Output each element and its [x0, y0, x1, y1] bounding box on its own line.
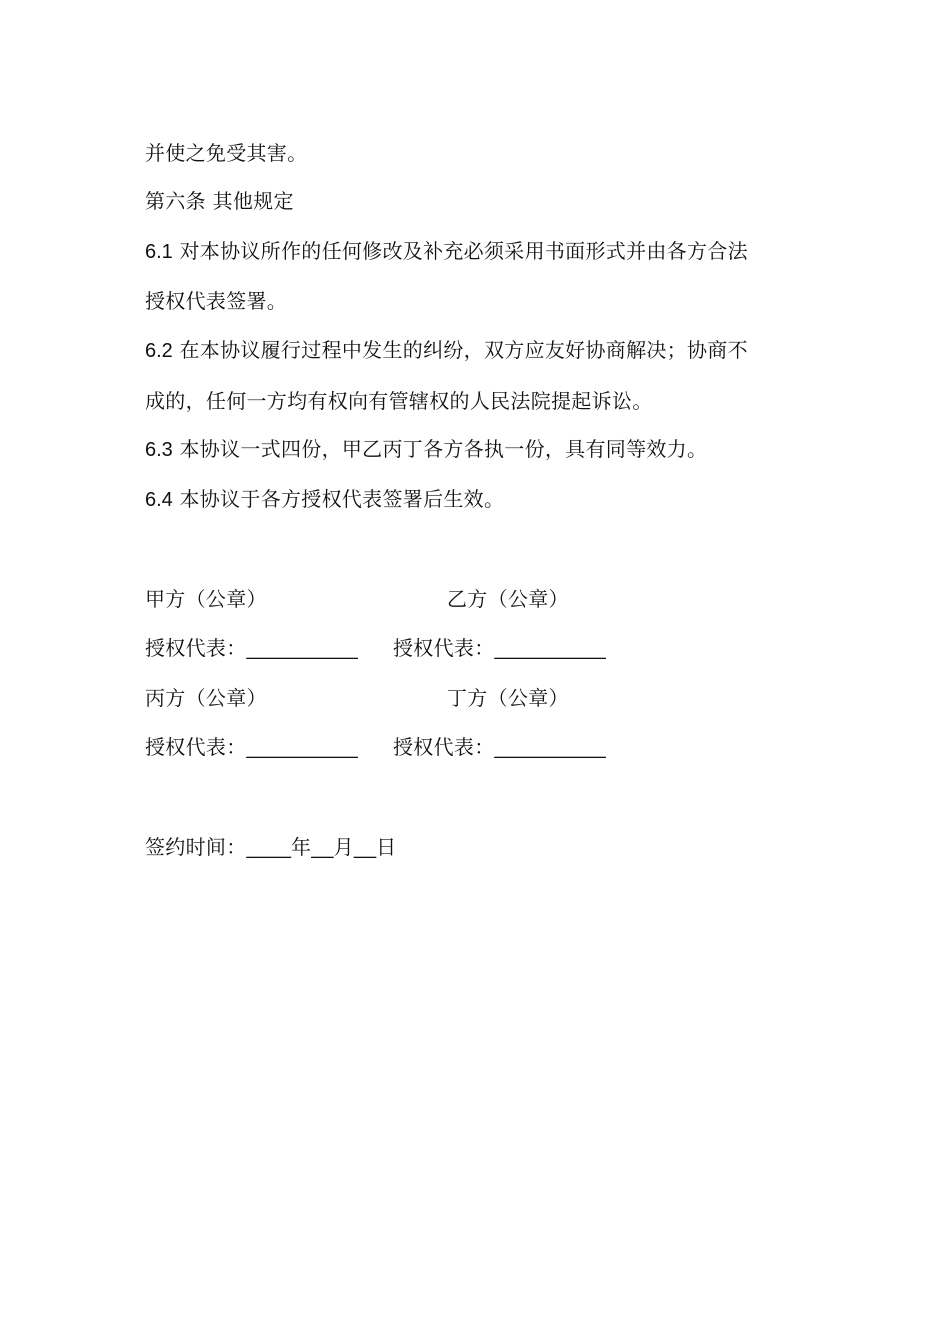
signature-blank: __________: [246, 737, 358, 759]
party-d-seal-label: 丁方（公章）: [447, 686, 569, 710]
clause-6-2-continued: 成的，任何一方均有权向有管辖权的人民法院提起诉讼。: [145, 389, 653, 413]
party-d-representative: [393, 735, 606, 760]
clause-text: 对本协议所作的任何修改及补充必须采用书面形式并由各方合法: [179, 239, 748, 263]
representative-label: 授权代表：: [145, 636, 247, 660]
clause-text: 在本协议履行过程中发生的纠纷，双方应友好协商解决；协商不: [179, 338, 748, 362]
party-a-seal-label: 甲方（公章）: [145, 587, 267, 611]
day-blank: __: [353, 837, 377, 859]
party-b-seal-label: 乙方（公章）: [447, 587, 569, 611]
date-label: 签约时间：: [145, 835, 247, 859]
representative-label: 授权代表：: [393, 735, 495, 759]
clause-number: 6.3: [145, 439, 173, 461]
clause-text: 本协议于各方授权代表签署后生效。: [179, 487, 505, 511]
party-c-representative: [145, 735, 358, 760]
day-label: 日: [376, 835, 397, 859]
year-label: 年: [291, 835, 312, 859]
signature-blank: __________: [494, 638, 606, 660]
clause-6-1-continued: 授权代表签署。: [145, 289, 288, 313]
party-a-representative: [145, 636, 358, 661]
clause-text: 本协议一式四份，甲乙丙丁各方各执一份，具有同等效力。: [179, 437, 708, 461]
representative-label: 授权代表：: [145, 735, 247, 759]
signature-blank: __________: [494, 737, 606, 759]
article-title: 第六条 其他规定: [145, 189, 294, 213]
month-blank: __: [311, 837, 334, 859]
signature-blank: __________: [246, 638, 358, 660]
party-b-representative: [393, 636, 606, 661]
party-c-seal-label: 丙方（公章）: [145, 686, 267, 710]
clause-number: 6.4: [145, 489, 173, 511]
clause-number: 6.2: [145, 340, 173, 362]
month-label: 月: [333, 835, 354, 859]
signing-date: [145, 835, 396, 860]
clause-6-2: [145, 338, 748, 363]
year-blank: ____: [246, 837, 291, 859]
representative-label: 授权代表：: [393, 636, 495, 660]
clause-6-1: [145, 239, 748, 264]
clause-number: 6.1: [145, 241, 173, 263]
clause-6-3: [145, 437, 707, 462]
text-line: 并使之免受其害。: [145, 141, 308, 165]
clause-6-4: [145, 487, 504, 512]
